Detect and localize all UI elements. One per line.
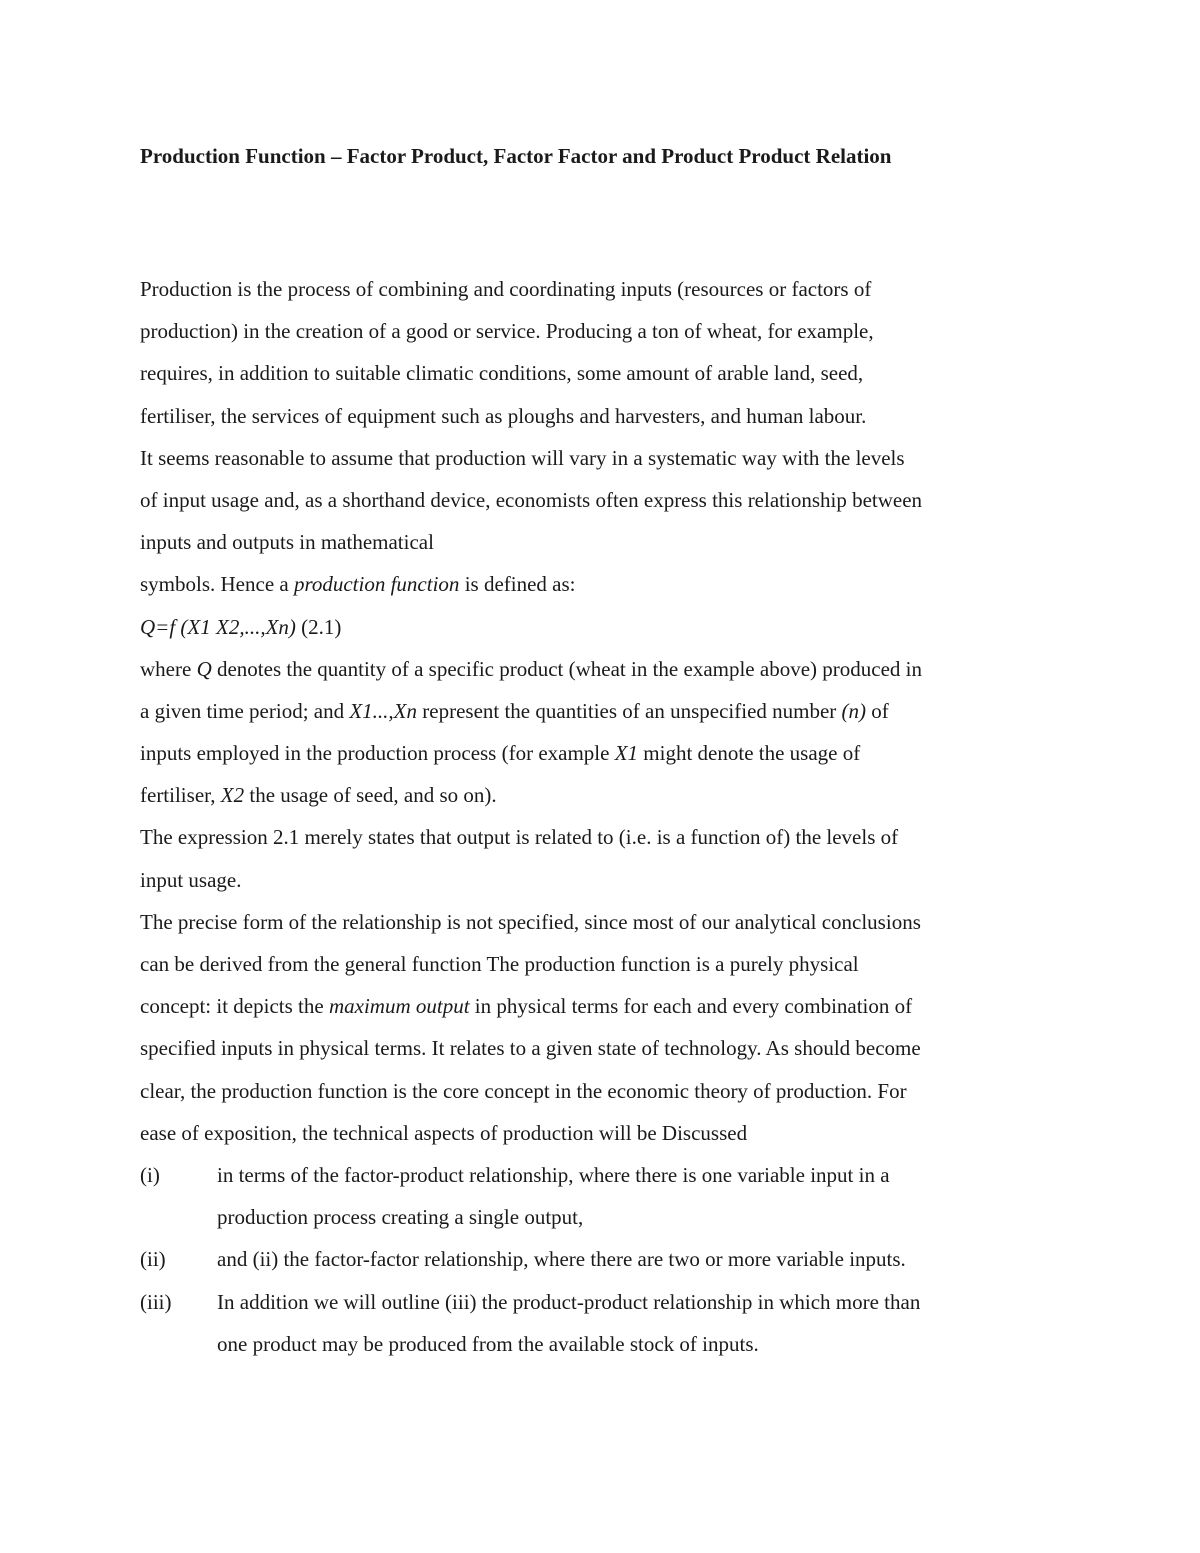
text-span: specified inputs in physical terms. It relates to a given state of technology. As should become [140,1036,921,1061]
text-line [140,1027,1070,1069]
text-span: inputs employed in the production process (for example [140,741,615,766]
paragraph-lines [140,268,1070,1154]
text-line [140,859,1070,901]
text-span: a given time period; and [140,698,350,723]
italic-text: production function [293,572,460,597]
list-item [140,1281,1070,1323]
text-span: of input usage and, as a shorthand device, economists often express this relationship between [140,487,923,512]
text-span: is defined as: [459,572,576,597]
text-line [140,310,1070,352]
text-line [140,648,1070,690]
text-span: ease of exposition, the technical aspects of production will be Discussed [140,1120,748,1145]
italic-text: X1 [614,741,639,766]
italic-text: X2 [220,783,245,808]
italic-text: X1...,Xn [349,698,418,723]
text-line [140,479,1070,521]
list-number [140,1196,217,1238]
text-span: The precise form of the relationship is not specified, since most of our analytical conclusions [140,909,921,934]
list-text: In addition we will outline (iii) the product-product relationship in which more than [217,1289,921,1314]
text-span: represent the quantities of an unspecified number [417,698,842,723]
italic-text: Q=f (X1 X2,...,Xn) [140,614,296,639]
text-span: can be derived from the general function The production function is a purely physical [140,952,859,976]
text-line [140,732,1070,774]
body-text [140,268,1070,1365]
list-text: in terms of the factor-product relationship, where there is one variable input in a [217,1162,890,1187]
text-span: might denote the usage of [638,741,861,766]
list-item [140,1323,1070,1365]
list-item [140,1154,1070,1196]
text-line [140,774,1070,816]
text-line [140,901,1070,943]
text-span: clear, the production function is the core concept in the economic theory of production. For [140,1078,907,1103]
discussion-list [140,1154,1070,1365]
text-line [140,690,1070,732]
text-span: production) in the creation of a good or service. Producing a ton of wheat, for example, [140,319,874,344]
text-span: symbols. Hence a [140,572,294,597]
text-line [140,395,1070,437]
text-span: fertiliser, [140,783,221,808]
list-number [140,1323,217,1365]
italic-text: maximum output [328,994,470,1019]
text-line [140,1112,1070,1154]
list-number: (ii) [140,1247,166,1272]
list-number: (i) [140,1162,160,1187]
list-number: (iii) [140,1289,172,1314]
text-span: inputs and outputs in mathematical [140,530,434,555]
text-span: It seems reasonable to assume that production will vary in a systematic way with the levels [140,445,905,470]
text-span: denotes the quantity of a specific product (wheat in the example above) produced in [211,656,922,681]
list-text: one product may be produced from the available stock of inputs. [217,1331,759,1356]
text-span: in physical terms for each and every combination of [469,994,913,1019]
text-span: the usage of seed, and so on). [244,783,497,808]
text-line [140,1070,1070,1112]
list-item [140,1196,1070,1238]
text-line [140,521,1070,563]
text-line [140,352,1070,394]
text-line [140,943,1070,985]
italic-text: (n) [841,698,867,723]
list-text: production process creating a single output, [217,1205,584,1230]
text-span: The expression 2.1 merely states that output is related to (i.e. is a function of) the levels of [140,825,899,850]
page-title: Production Function – Factor Product, Factor Factor and Product Product Relation [140,144,892,168]
text-span: where [140,656,197,681]
text-line [140,816,1070,858]
text-line [140,985,1070,1027]
italic-text: Q [196,656,212,681]
text-line [140,437,1070,479]
text-span: requires, in addition to suitable climatic conditions, some amount of arable land, seed, [140,361,864,386]
text-span: Production is the process of combining and coordinating inputs (resources or factors of [140,277,872,301]
text-line [140,268,1070,310]
text-span: of [866,698,889,723]
text-line [140,563,1070,605]
text-span: fertiliser, the services of equipment such as ploughs and harvesters, and human labour. [140,403,867,428]
text-line [140,606,1070,648]
list-item [140,1238,1070,1280]
text-span: (2.1) [295,614,342,639]
list-text: and (ii) the factor-factor relationship, where there are two or more variable inputs. [217,1247,906,1272]
text-span: concept: it depicts the [140,994,329,1019]
text-span: input usage. [140,867,242,892]
